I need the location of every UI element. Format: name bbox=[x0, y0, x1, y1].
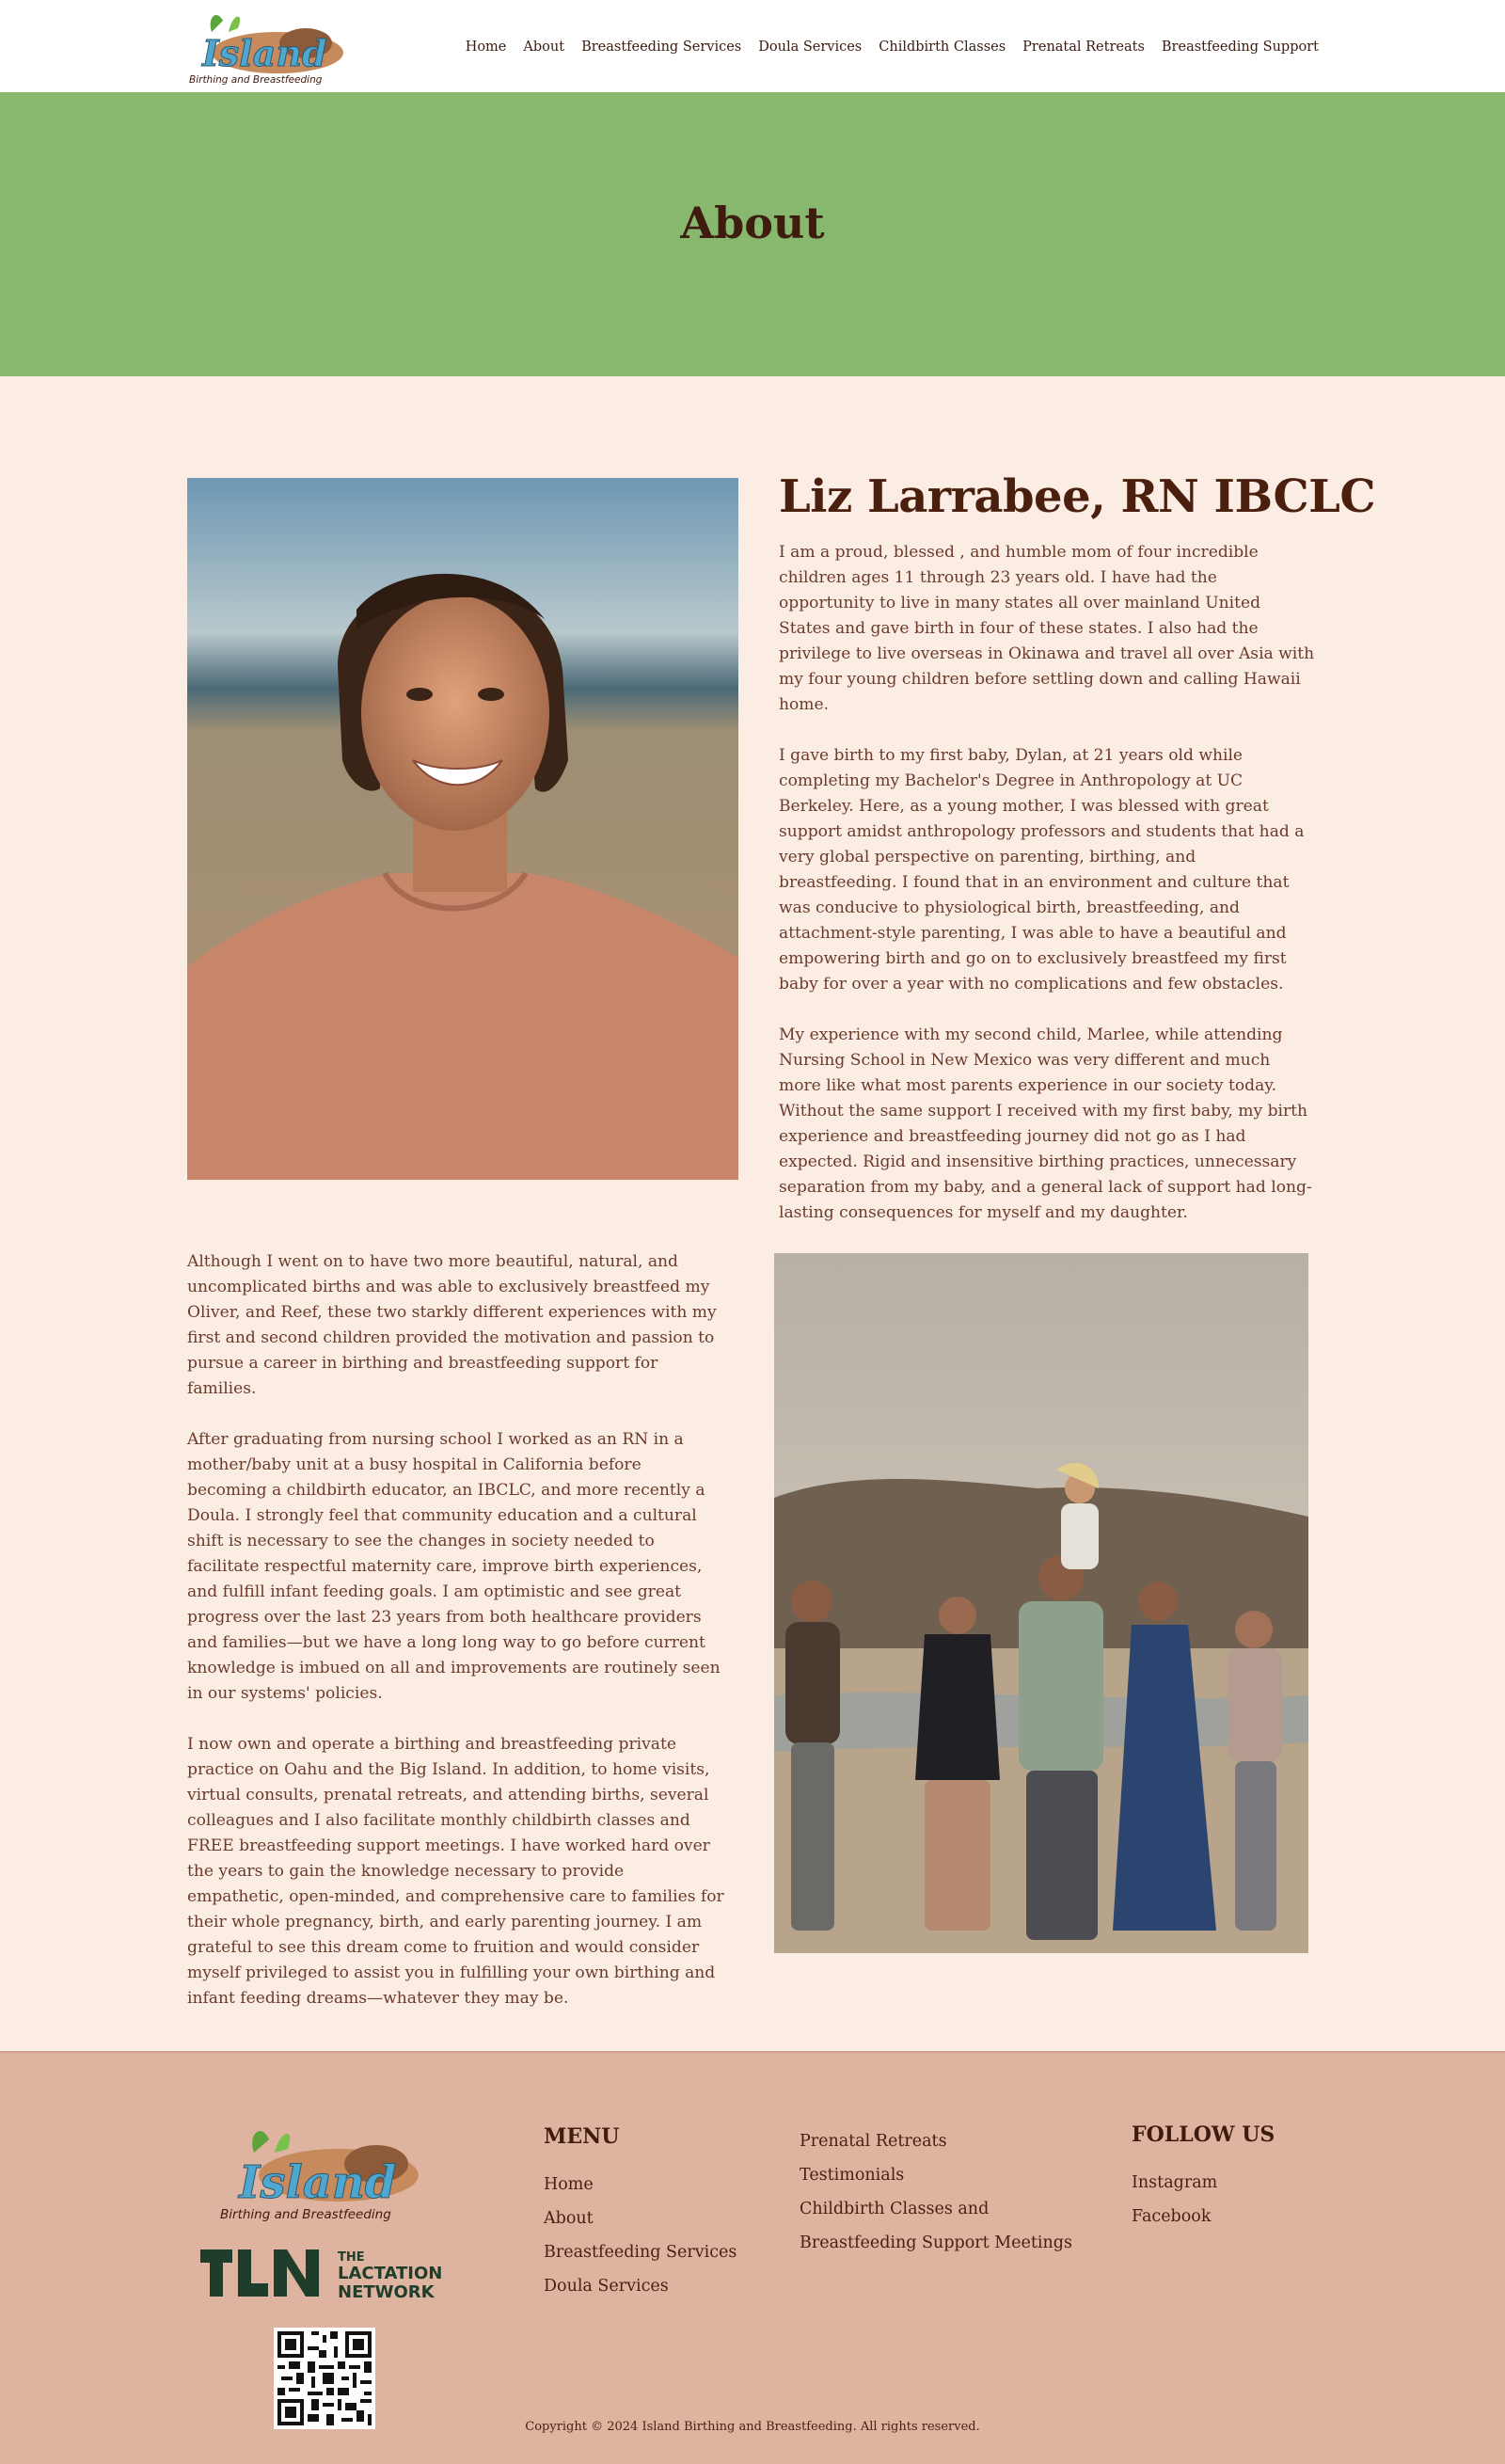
nav-breastfeeding-services[interactable]: Breastfeeding Services bbox=[581, 40, 742, 55]
bio-paragraph: After graduating from nursing school I worked as an RN in a mother/baby unit at a busy hospital in California before becoming a childbirth educator, an IBCLC, and more recently a Doula. I strongly feel that community education and a cultural shift is necessary to see the changes in society needed to facilitate respectful maternity care, improve birth experiences, and fulfill infant feeding goals. I am optimistic and see great progress over the last 23 years from both healthcare providers and families—but we have a long long way to go before current knowledge is imbued on all and improvements are routinely seen in our systems' policies. bbox=[187, 1430, 721, 1703]
page-title: About bbox=[680, 198, 825, 248]
footer-menu-col2 bbox=[800, 2124, 1072, 2260]
bio-bottom bbox=[187, 1249, 725, 2037]
bio-paragraph: Although I went on to have two more beautiful, natural, and uncomplicated births and was able to exclusively breastfeed my Oliver, and Reef, these two starkly different experiences with my first and second children provided the motivation and passion to pursue a career in birthing and breastfeeding support for families. bbox=[187, 1252, 717, 1398]
nav-prenatal-retreats[interactable]: Prenatal Retreats bbox=[1022, 40, 1145, 55]
nav-doula-services[interactable]: Doula Services bbox=[758, 40, 863, 55]
bio-paragraph: I gave birth to my first baby, Dylan, at 21 years old while completing my Bachelor's Degree in Anthropology at UC Berkeley. Here, as a young mother, I was blessed with great support amidst anthropology professors and students that had a very global perspective on parenting, birthing, and breastfeeding. I found that in an environment and culture that was conducive to physiological birth, breastfeeding, and attachment-style parenting, I was able to have a beautiful and empowering birth and go on to exclusively breastfeed my first baby for over a year with no complications and few obstacles. bbox=[779, 746, 1305, 994]
svg-text:Birthing and Breastfeeding: Birthing and Breastfeeding bbox=[220, 2207, 391, 2222]
footer-follow-col bbox=[1132, 2122, 1275, 2233]
portrait-photo bbox=[187, 478, 738, 1180]
svg-text:LACTATION: LACTATION bbox=[338, 2264, 443, 2283]
svg-text:Island: Island bbox=[239, 2156, 397, 2209]
profile-name: Liz Larrabee, RN IBCLC bbox=[779, 470, 1376, 523]
footer-link-doula-services[interactable]: Doula Services bbox=[544, 2277, 669, 2296]
svg-text:Island: Island bbox=[202, 32, 327, 74]
footer-link-breastfeeding-services[interactable]: Breastfeeding Services bbox=[544, 2243, 737, 2262]
bio-top bbox=[779, 540, 1317, 1251]
svg-text:NETWORK: NETWORK bbox=[338, 2282, 435, 2300]
svg-text:THE: THE bbox=[338, 2250, 365, 2265]
site-logo[interactable] bbox=[183, 4, 348, 87]
footer-follow-heading: FOLLOW US bbox=[1132, 2122, 1275, 2147]
site-footer bbox=[0, 2051, 1505, 2464]
bio-paragraph: I am a proud, blessed , and humble mom of four incredible children ages 11 through 23 years old. I have had the opportunity to live in many states all over mainland United States and gave birth in four of these states. I also had the privilege to live overseas in Okinawa and travel all over Asia with my four young children before settling down and calling Hawaii home. bbox=[779, 543, 1315, 714]
footer-menu-heading: MENU bbox=[544, 2124, 620, 2149]
footer-logo[interactable] bbox=[216, 2117, 428, 2225]
family-photo bbox=[774, 1253, 1308, 1953]
copyright-text: Copyright © 2024 Island Birthing and Breastfeeding. All rights reserved. bbox=[525, 2420, 980, 2434]
footer-menu-col1 bbox=[544, 2124, 737, 2303]
nav-home[interactable]: Home bbox=[465, 40, 507, 55]
svg-text:Birthing and Breastfeeding: Birthing and Breastfeeding bbox=[189, 74, 323, 86]
site-header bbox=[0, 0, 1505, 92]
bio-paragraph: My experience with my second child, Marlee, while attending Nursing School in New Mexico was very different and much more like what most parents experience in our society today. Without the same support I received with my first baby, my birth experience and breastfeeding journey did not go as I had expected. Rigid and insensitive birthing practices, unnecessary separation from my baby, and a general lack of support had long-lasting consequences for myself and my daughter. bbox=[779, 1025, 1312, 1222]
footer-link-instagram[interactable]: Instagram bbox=[1132, 2173, 1218, 2192]
footer-link-testimonials[interactable]: Testimonials bbox=[800, 2166, 905, 2185]
nav-about[interactable]: About bbox=[523, 40, 565, 55]
nav-childbirth-classes[interactable]: Childbirth Classes bbox=[879, 40, 1006, 55]
footer-link-childbirth-classes[interactable]: Childbirth Classes and bbox=[800, 2200, 990, 2218]
footer-link-about[interactable]: About bbox=[544, 2209, 594, 2228]
main-nav bbox=[466, 40, 1319, 55]
hero-banner bbox=[0, 92, 1505, 376]
footer-link-prenatal-retreats[interactable]: Prenatal Retreats bbox=[800, 2132, 947, 2151]
footer-link-facebook[interactable]: Facebook bbox=[1132, 2207, 1212, 2226]
nav-breastfeeding-support[interactable]: Breastfeeding Support bbox=[1161, 40, 1319, 55]
lactation-network-logo[interactable] bbox=[200, 2246, 452, 2300]
footer-link-home[interactable]: Home bbox=[544, 2175, 594, 2194]
bio-paragraph: I now own and operate a birthing and breastfeeding private practice on Oahu and the Big Island. In addition, to home visits, virtual consults, prenatal retreats, and attending births, several colleagues and I also facilitate monthly childbirth classes and FREE breastfeeding support meetings. I have worked hard over the years to gain the knowledge necessary to provide empathetic, open-minded, and comprehensive care to families for their whole pregnancy, birth, and early parenting journey. I am grateful to see this dream come to fruition and would consider myself privileged to assist you in fulfilling your own birthing and infant feeding dreams—whatever they may be. bbox=[187, 1735, 724, 2008]
footer-link-support-meetings[interactable]: Breastfeeding Support Meetings bbox=[800, 2233, 1072, 2252]
qr-code bbox=[274, 2328, 375, 2429]
